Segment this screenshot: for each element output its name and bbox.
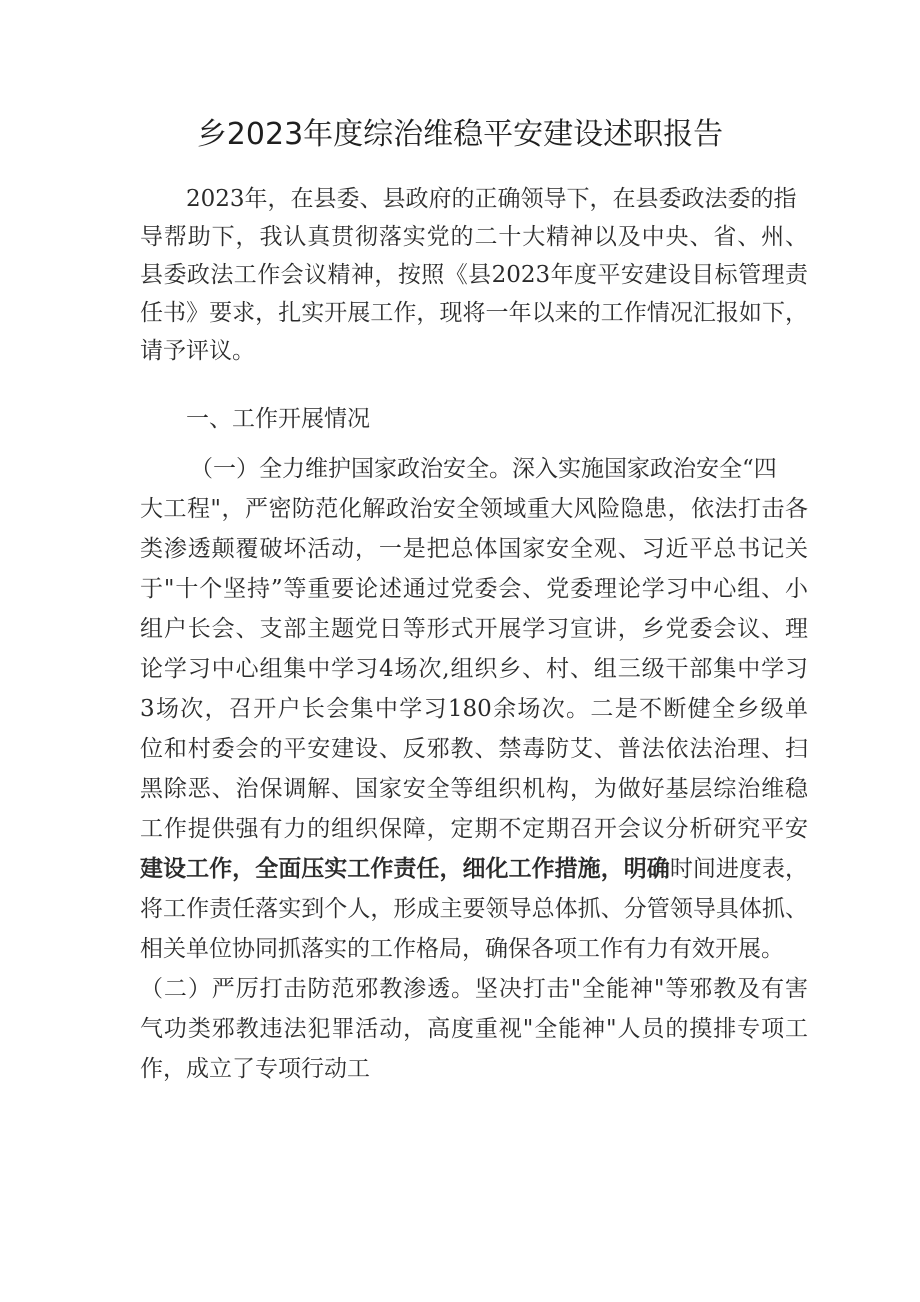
- intro-line-5: 请予评议。: [140, 338, 255, 364]
- part1-bold-segment: 建设工作，全面压实工作责任，细化工作措施，明确: [140, 855, 670, 882]
- part1-line-8: 位和村委会的平安建设、反邪教、禁毒防艾、普法依法治理、扫: [140, 736, 808, 762]
- part1-line-13: 相关单位协同抓落实的工作格局，确保各项工作有力有效开展。: [140, 936, 784, 962]
- part1-line-4: 于"十个坚持”等重要论述通过党委会、党委理论学习中心组、小: [140, 576, 808, 602]
- part1-normal-segment: 时间进度表，: [669, 856, 809, 882]
- part1-line-10: 工作提供强有力的组织保障，定期不定期召开会议分析研究平安: [140, 816, 808, 842]
- part1-line-2: 大工程"，严密防范化解政治安全领域重大风险隐患，依法打击各: [140, 496, 808, 522]
- document-title: 乡2023年度综治维稳平安建设述职报告: [196, 117, 724, 152]
- part1-line-7: 3场次，召开户长会集中学习180余场次。二是不断健全乡级单: [140, 696, 808, 722]
- section-heading: 一、工作开展情况: [186, 406, 370, 432]
- part2-line-1: （二）严厉打击防范邪教渗透。坚决打击"全能神"等邪教及有害: [140, 976, 808, 1002]
- part2-line-2: 气功类邪教违法犯罪活动，高度重视"全能神"人员的摸排专项工: [140, 1016, 808, 1042]
- intro-line-2: 导帮助下，我认真贯彻落实党的二十大精神以及中央、省、州、: [140, 224, 808, 250]
- part1-line-9: 黑除恶、治保调解、国家安全等组织机构，为做好基层综治维稳: [140, 776, 808, 802]
- intro-line-1: 2023年，在县委、县政府的正确领导下，在县委政法委的指: [186, 186, 797, 212]
- intro-line-4: 任书》要求，扎实开展工作，现将一年以来的工作情况汇报如下，: [140, 300, 808, 326]
- part2-line-3: 作，成立了专项行动工: [140, 1056, 370, 1082]
- part1-line-1: （一）全力维护国家政治安全。深入实施国家政治安全“四: [190, 456, 777, 482]
- part1-line-12: 将工作责任落实到个人，形成主要领导总体抓、分管领导具体抓、: [140, 896, 808, 922]
- part1-line-3: 类渗透颠覆破坏活动，一是把总体国家安全观、习近平总书记关: [140, 536, 808, 562]
- part1-line-6: 论学习中心组集中学习4场次,组织乡、村、组三级干部集中学习: [140, 656, 808, 682]
- part1-line-5: 组户长会、支部主题党日等形式开展学习宣讲，乡党委会议、理: [140, 616, 808, 642]
- document-body: [140, 180, 808, 1140]
- intro-line-3: 县委政法工作会议精神，按照《县2023年度平安建设目标管理责: [140, 262, 808, 288]
- part1-line-11: [140, 850, 808, 888]
